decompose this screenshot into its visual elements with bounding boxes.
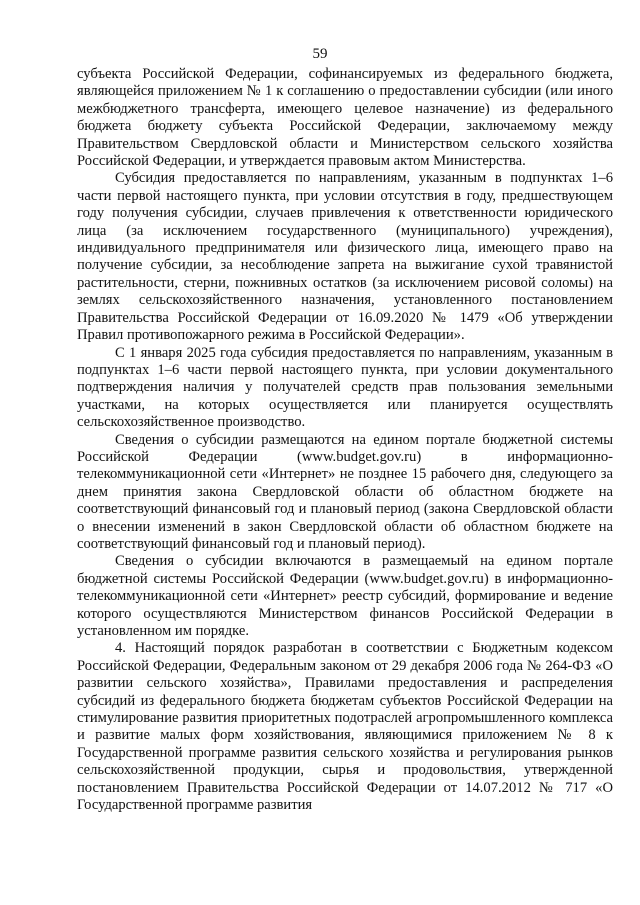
- document-body: [77, 66, 613, 814]
- paragraph-subsidy-publication: Сведения о субсидии размещаются на едином портале бюджетной системы Российской Федерации (www.budget.gov.ru) в информационно-телекоммуникационной сети «Интернет» не позднее 15 рабочего дня, следующего за днем принятия закона Свердловской области об областном бюджете на соответствующий финансовый год и плановый период (закона Свердловской области о внесении изменений в закон Свердловской области об областном бюджете на соответствующий финансовый год и плановый период).: [77, 431, 613, 552]
- page-number: 59: [312, 46, 328, 62]
- paragraph-subsidy-registry: Сведения о субсидии включаются в размещаемый на едином портале бюджетной системы Российской Федерации (www.budget.gov.ru) в информационно-телекоммуникационной сети «Интернет» реестр субсидий, формирование и ведение которого осуществляются Министерством финансов Российской Федерации в установленном им порядке.: [77, 553, 613, 639]
- paragraph-subsidy-conditions: Субсидия предоставляется по направлениям, указанным в подпунктах 1–6 части первой настоящего пункта, при условии отсутствия в году, предшествующем году получения субсидии, случаев привлечения к ответственности юридического лица (за исключением государственного (муниципального) учреждения), индивидуального предпринимателя или физического лица, имеющего право на получение субсидии, за несоблюдение запрета на выжигание сухой травянистой растительности, стерни, пожнивных остатков (за исключением рисовой соломы) на землях сельскохозяйственного назначения, установленного постановлением Правительства Российской Федерации от 16.09.2020 № 1479 «Об утверждении Правил противопожарного режима в Российской Федерации».: [77, 170, 613, 344]
- paragraph-legal-basis: 4. Настоящий порядок разработан в соответствии с Бюджетным кодексом Российской Федерации, Федеральным законом от 29 декабря 2006 года № 264-ФЗ «О развитии сельского хозяйства», Правилами предоставления и распределения субсидий из федерального бюджета бюджетам субъектов Российской Федерации на стимулирование развития приоритетных подотраслей агропромышленного комплекса и развитие малых форм хозяйствования, являющимися приложением № 8 к Государственной программе развития сельского хозяйства и регулирования рынков сельскохозяйственной продукции, сырья и продовольствия, утвержденной постановлением Правительства Российской Федерации от 14.07.2012 № 717 «О Государственной программе развития: [77, 640, 613, 814]
- paragraph-continuation: субъекта Российской Федерации, софинансируемых из федерального бюджета, являющейся приложением № 1 к соглашению о предоставлении субсидии (или иного межбюджетного трансферта, имеющего целевое назначение) из федерального бюджета бюджету субъекта Российской Федерации, заключаемому между Правительством Свердловской области и Министерством сельского хозяйства Российской Федерации, и утверждается правовым актом Министерства.: [77, 66, 613, 170]
- paragraph-subsidy-2025: С 1 января 2025 года субсидия предоставляется по направлениям, указанным в подпунктах 1–6 части первой настоящего пункта, при условии документального подтверждения наличия у получателей средств прав пользования земельными участками, на которых осуществляется или планируется осуществлять сельскохозяйственное производство.: [77, 344, 613, 431]
